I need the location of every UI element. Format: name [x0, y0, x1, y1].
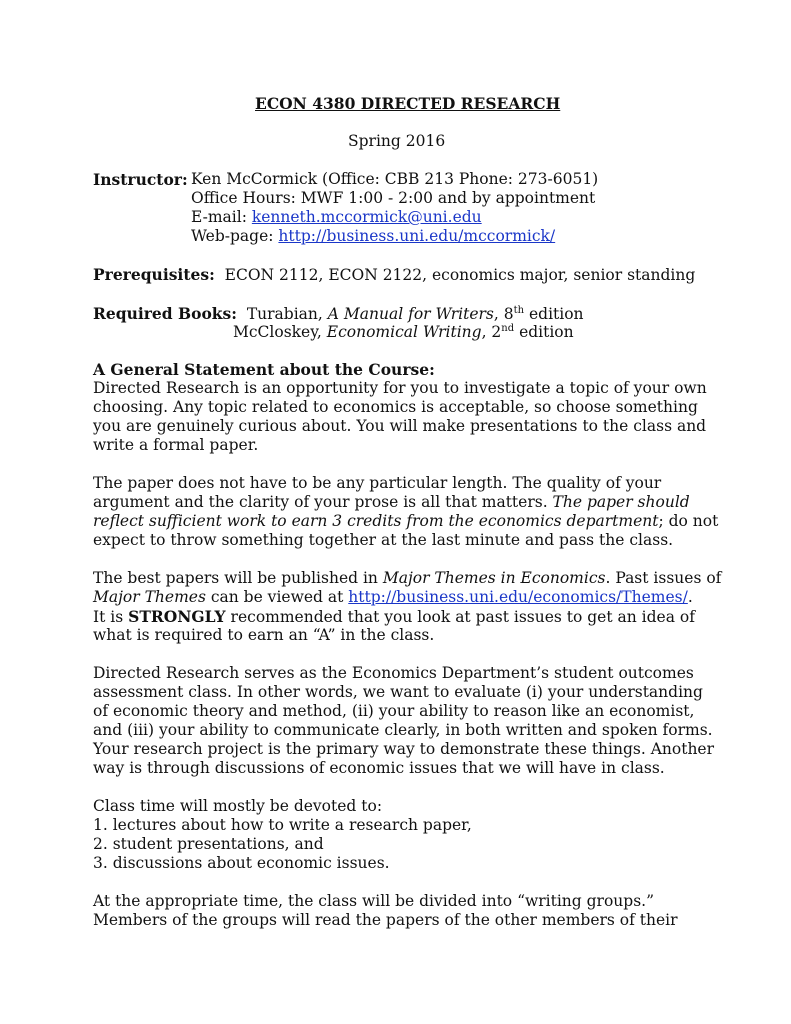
- email-label: E-mail:: [191, 208, 252, 226]
- book2-sup: nd: [501, 322, 515, 334]
- email-line: [191, 208, 482, 227]
- p3-text: .: [687, 588, 693, 606]
- instructor-label: Instructor:: [93, 170, 188, 189]
- list-item: 1. lectures about how to write a research paper,: [93, 816, 472, 834]
- prerequisites-text: ECON 2112, ECON 2122, economics major, senior standing: [224, 266, 696, 284]
- p4-line: and (iii) your ability to communicate clearly, in both written and spoken forms.: [93, 721, 713, 739]
- themes-link[interactable]: http://business.uni.edu/economics/Themes/: [348, 588, 688, 606]
- p3-text: The best papers will be published in: [93, 569, 383, 587]
- p2-line: [93, 512, 718, 531]
- p2-line: expect to throw something together at the last minute and pass the class.: [93, 531, 674, 549]
- p4-line: Your research project is the primary way to demonstrate these things. Another: [93, 740, 715, 758]
- list-item: 2. student presentations, and: [93, 835, 324, 853]
- emphasis-strongly: STRONGLY: [128, 607, 226, 626]
- book2-edition-num: , 2: [481, 323, 502, 341]
- p2-text: ; do not: [658, 512, 719, 530]
- p2-italic: The paper should: [552, 493, 690, 511]
- p4-line: of economic theory and method, (ii) your ability to reason like an economist,: [93, 702, 695, 720]
- prerequisites-label: Prerequisites:: [93, 265, 215, 284]
- p3-text: can be viewed at: [205, 588, 349, 606]
- webpage-label: Web-page:: [191, 227, 279, 245]
- p3-text: . Past issues of: [605, 569, 722, 587]
- books-line-2: [233, 323, 574, 342]
- course-term: Spring 2016: [348, 132, 446, 150]
- list-item: 3. discussions about economic issues.: [93, 854, 390, 872]
- books-label: Required Books:: [93, 304, 237, 323]
- p1-line: you are genuinely curious about. You will make presentations to the class and: [93, 417, 707, 435]
- p3-line: what is required to earn an “A” in the class.: [93, 626, 435, 644]
- p1-line: choosing. Any topic related to economics is acceptable, so choose something: [93, 398, 698, 416]
- journal-name: Major Themes in Economics: [382, 569, 606, 587]
- p1-line: Directed Research is an opportunity for you to investigate a topic of your own: [93, 379, 707, 397]
- p5-line: Class time will mostly be devoted to:: [93, 797, 383, 815]
- book2-title: Economical Writing: [326, 323, 482, 341]
- p4-line: assessment class. In other words, we want to evaluate (i) your understanding: [93, 683, 703, 701]
- p1-line: write a formal paper.: [93, 436, 259, 454]
- book2-author: McCloskey,: [233, 323, 327, 341]
- p4-line: way is through discussions of economic issues that we will have in class.: [93, 759, 665, 777]
- p3-text: recommended that you look at past issues to get an idea of: [225, 608, 695, 626]
- email-link[interactable]: kenneth.mccormick@uni.edu: [251, 208, 482, 226]
- p2-line: The paper does not have to be any particular length. The quality of your: [93, 474, 662, 492]
- course-title: ECON 4380 DIRECTED RESEARCH: [255, 94, 561, 113]
- p2-text: argument and the clarity of your prose is all that matters.: [93, 493, 553, 511]
- p2-line: [93, 493, 690, 512]
- prerequisites-line: [93, 265, 695, 285]
- p6-line: Members of the groups will read the papers of the other members of their: [93, 911, 678, 929]
- statement-heading: A General Statement about the Course:: [93, 360, 435, 379]
- p3-line: [93, 607, 695, 627]
- p4-line: Directed Research serves as the Economics Department’s student outcomes: [93, 664, 694, 682]
- p3-line: [93, 588, 693, 607]
- book1-sup: th: [513, 304, 525, 316]
- p3-line: [93, 569, 721, 588]
- journal-short-name: Major Themes: [93, 588, 206, 606]
- p2-italic: reflect sufficient work to earn 3 credits from the economics department: [93, 512, 659, 530]
- webpage-line: [191, 227, 555, 246]
- p6-line: At the appropriate time, the class will be divided into “writing groups.”: [93, 892, 655, 910]
- book1-edition: edition: [524, 305, 584, 323]
- instructor-info: Ken McCormick (Office: CBB 213 Phone: 273-6051): [191, 170, 599, 188]
- p3-text: It is: [93, 608, 129, 626]
- book2-edition: edition: [514, 323, 574, 341]
- book1-title: A Manual for Writers: [327, 305, 494, 323]
- book1-author: Turabian,: [246, 305, 328, 323]
- book1-edition-num: , 8: [493, 305, 514, 323]
- webpage-link[interactable]: http://business.uni.edu/mccormick/: [278, 227, 556, 245]
- books-line-1: [93, 304, 584, 324]
- office-hours: Office Hours: MWF 1:00 - 2:00 and by appointment: [191, 189, 596, 207]
